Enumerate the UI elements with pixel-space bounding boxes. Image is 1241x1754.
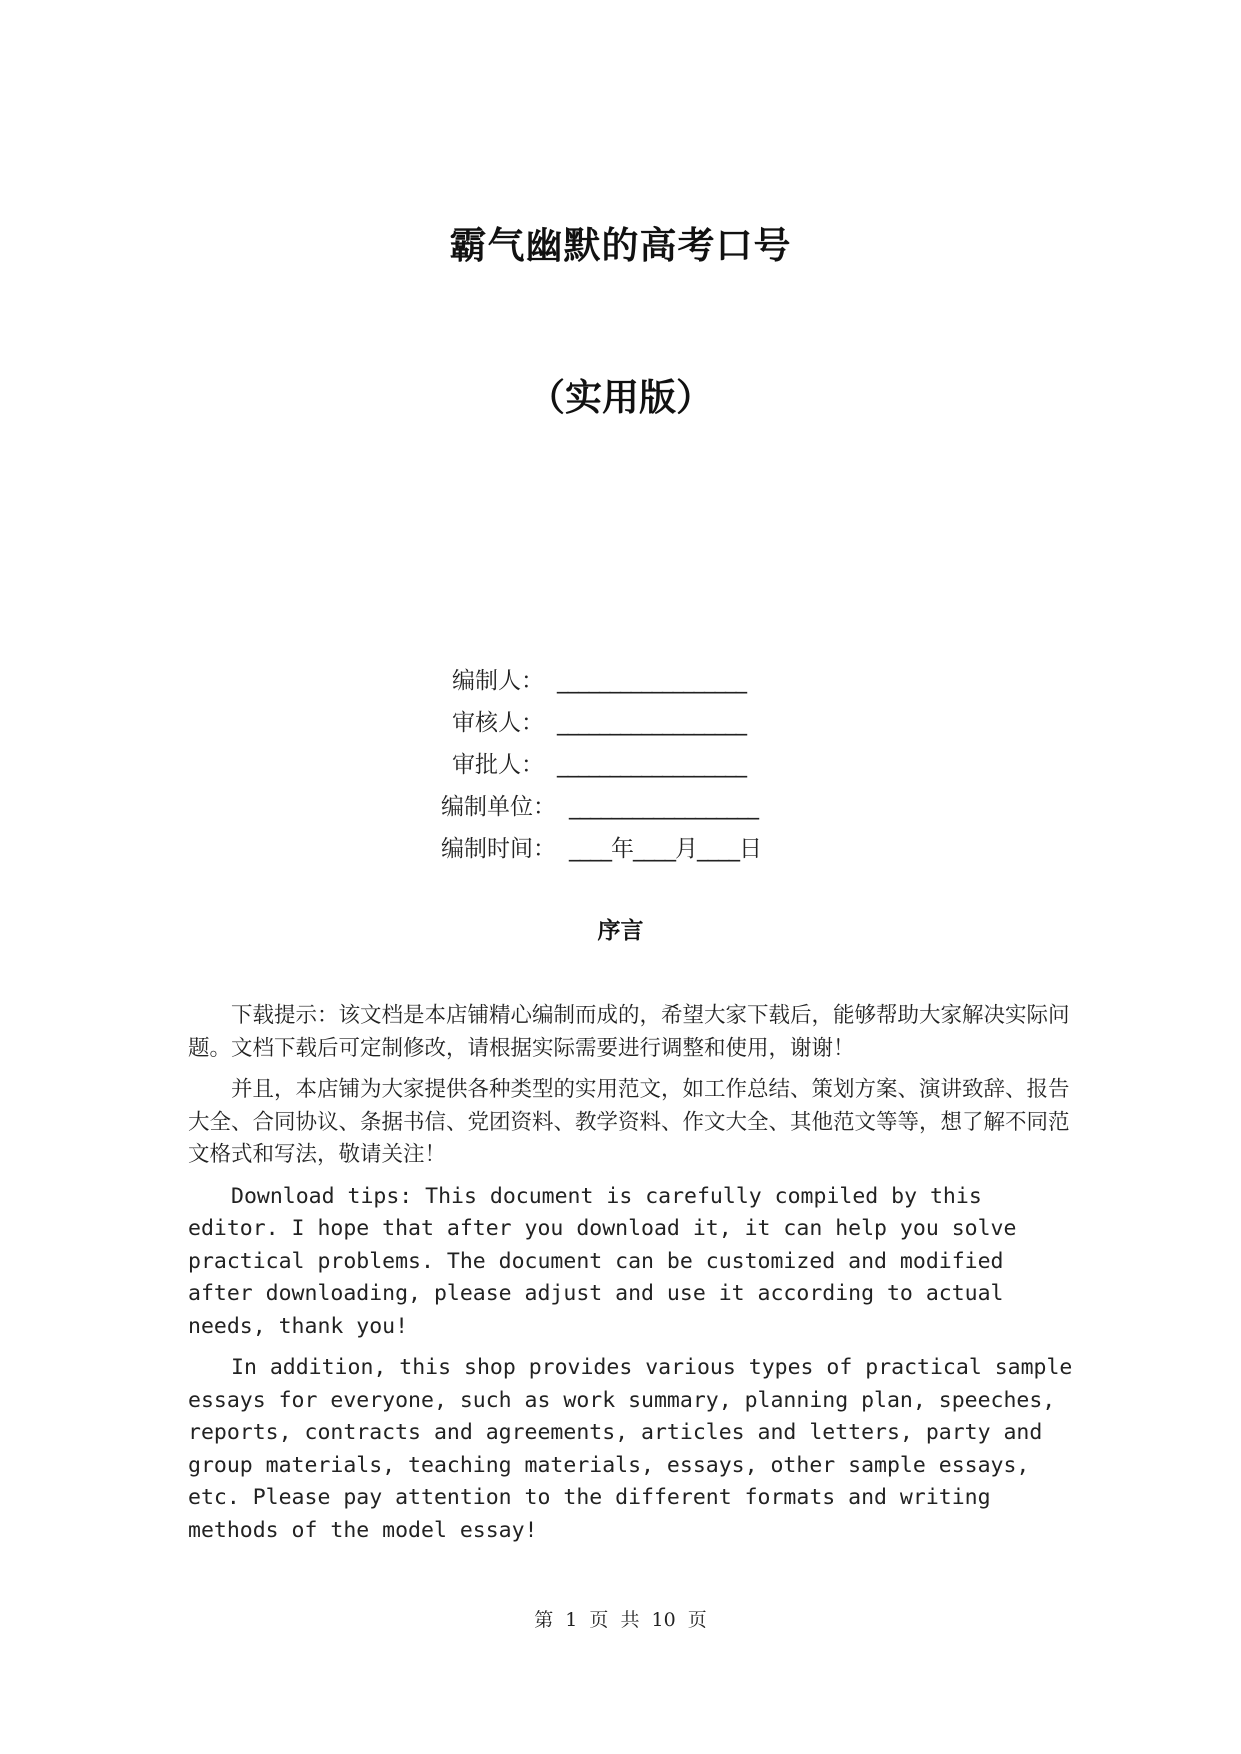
meta-fields [0,660,1241,870]
meta-row-compiler [0,660,1241,702]
paragraph: Download tips: This document is carefully compiled by this editor. I hope that after you download it, it can help you solve practical problems. The document can be customized and modified after downloading, please adjust and use it according to actual needs, thank you! [188,1183,1017,1339]
paragraph: 并且，本店铺为大家提供各种类型的实用范文，如工作总结、策划方案、演讲致辞、报告大全、合同协议、条据书信、党团资料、教学资料、作文大全、其他范文等等，想了解不同范文格式和写法，敬请关注！ [188,1077,1070,1167]
document-title: 霸气幽默的高考口号 [449,223,792,267]
meta-label: 编制单位： [441,794,556,820]
meta-label: 审批人： [452,752,544,778]
page-footer: 第 1 页 共 10 页 [534,1609,707,1631]
meta-value-blank: __________________ [569,794,758,820]
meta-value-blank: __________________ [557,668,746,694]
meta-value-blank: __________________ [557,710,746,736]
paragraph: In addition, this shop provides various types of practical sample essays for everyone, such as work summary, planning plan, speeches, reports, contracts and agreements, articles and letters, party and group materials, teaching materials, essays, other sample essays, etc. Please pay attention to the different formats and writing methods of the model essay! [188,1355,1073,1543]
meta-row-approver [0,744,1241,786]
document-subtitle: （实用版） [528,375,713,419]
paragraph: 下载提示：该文档是本店铺精心编制而成的，希望大家下载后，能够帮助大家解决实际问题。文档下载后可定制修改，请根据实际需要进行调整和使用，谢谢！ [188,1003,1070,1061]
preface-heading: 序言 [597,918,644,944]
meta-value-date: ____年____月____日 [569,836,761,862]
meta-label: 审核人： [452,710,544,736]
meta-row-reviewer [0,702,1241,744]
preface-body [188,1000,1078,1556]
meta-row-date [0,828,1241,870]
meta-label: 编制时间： [441,836,556,862]
meta-label: 编制人： [452,668,544,694]
meta-row-unit [0,786,1241,828]
meta-value-blank: __________________ [557,752,746,778]
